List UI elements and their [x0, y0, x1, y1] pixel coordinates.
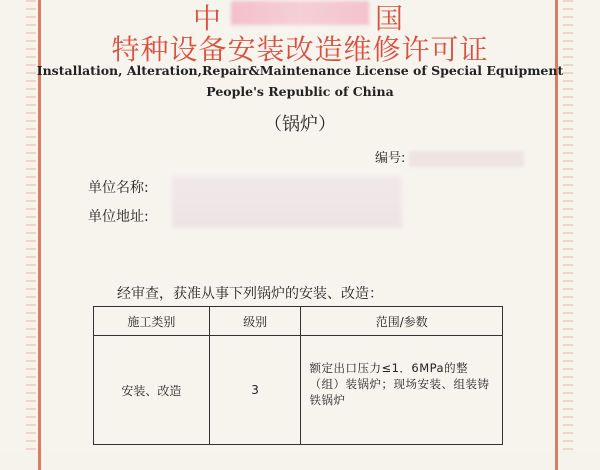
range-text: 额定出口压力≤1．6MPa的整（组）装锅炉；现场安装、组装铸铁锅炉	[309, 361, 490, 407]
unit-address-label: 单位地址:	[88, 209, 149, 225]
redacted-unit-info	[172, 176, 402, 228]
country-title-en: People's Republic of China	[206, 84, 394, 99]
redacted-license-number	[409, 151, 524, 167]
country-title-right-char: 国	[375, 2, 408, 35]
approval-statement: 经审查，获准从事下列锅炉的安装、改造：	[117, 286, 383, 302]
table-header-range: 范围/参数	[301, 307, 503, 336]
table-header-category: 施工类别	[94, 307, 210, 336]
license-title-en: Installation, Alteration,Repair&Maintenance License of Special Equipment	[36, 63, 564, 78]
license-number-label: 编号:	[375, 151, 406, 166]
redacted-country-block	[231, 1, 369, 25]
scope-table	[93, 306, 503, 445]
license-number-row	[375, 147, 524, 167]
table-header-level: 级别	[209, 307, 301, 336]
license-title-cn: 特种设备安装改造维修许可证	[111, 33, 489, 66]
table-row	[94, 336, 503, 445]
country-title-left-char: 中	[192, 2, 225, 35]
table-cell-category: 安装、改造	[94, 336, 210, 445]
unit-name-label: 单位名称:	[88, 180, 149, 196]
table-cell-range	[301, 336, 503, 445]
license-category: （锅炉）	[264, 114, 336, 135]
table-header-row	[94, 307, 503, 336]
table-cell-level: 3	[209, 336, 301, 445]
